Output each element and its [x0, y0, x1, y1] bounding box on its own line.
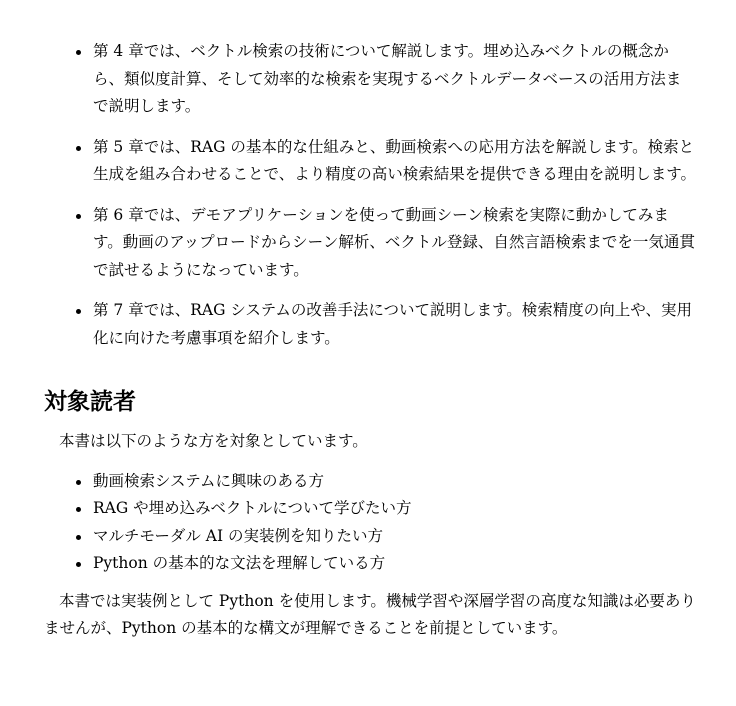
list-item: 第 6 章では、デモアプリケーションを使って動画シーン検索を実際に動かしてみます。動画のアップロードからシーン解析、ベクトル登録、自然言語検索までを一気通貫で試せるようになっています。 — [93, 202, 696, 285]
list-item: Python の基本的な文法を理解している方 — [93, 550, 696, 578]
section-heading-target-readers: 対象読者 — [44, 389, 136, 415]
target-reader-list — [44, 468, 696, 578]
list-item: 第 4 章では、ベクトル検索の技術について解説します。埋め込みベクトルの概念から、類似度計算、そして効率的な検索を実現するベクトルデータベースの活用方法まで説明します。 — [93, 38, 696, 121]
list-item: 動画検索システムに興味のある方 — [93, 468, 696, 496]
audience-intro-paragraph: 本書は以下のような方を対象としています。 — [59, 432, 368, 450]
list-item: マルチモーダル AI の実装例を知りたい方 — [93, 523, 696, 551]
list-item: RAG や埋め込みベクトルについて学びたい方 — [93, 495, 696, 523]
list-item: 第 5 章では、RAG の基本的な仕組みと、動画検索への応用方法を解説します。検索と生成を組み合わせることで、より精度の高い検索結果を提供できる理由を説明します。 — [93, 134, 696, 189]
list-item: 第 7 章では、RAG システムの改善手法について説明します。検索精度の向上や、実用化に向けた考慮事項を紹介します。 — [93, 297, 696, 352]
prerequisite-paragraph: 本書では実装例として Python を使用します。機械学習や深層学習の高度な知識は必要ありませんが、Python の基本的な構文が理解できることを前提としています。 — [44, 591, 696, 637]
chapter-summary-list — [44, 38, 696, 352]
